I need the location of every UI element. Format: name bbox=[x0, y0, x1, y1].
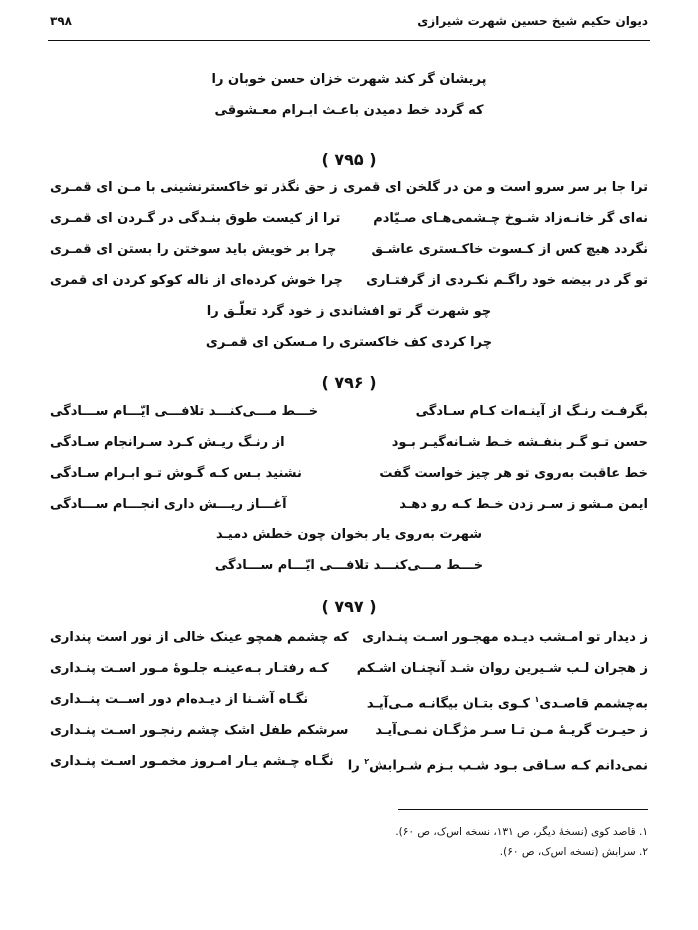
right-hemistich: ایمن مـشو ز سـر زدن خـط کـه رو دهـد bbox=[399, 497, 648, 512]
left-hemistich: که چشمم همچو عینک خالی از نور است پنداری bbox=[50, 630, 349, 645]
footnote-1: ۱. قاصد کوی (نسخهٔ دیگر، ص ۱۳۱، نسخه اس‌ک، ص ۶۰). bbox=[395, 826, 648, 838]
left-hemistich: چرا بر خویش باید سوختن را بستن ای قمـری bbox=[50, 242, 337, 257]
right-hemistich bbox=[348, 746, 648, 781]
left-hemistich: سرشکم طفل اشک چشم رنجـور اسـت پنـداری bbox=[50, 723, 349, 738]
right-hemistich: نگردد هیچ کس از کـسوت خاکـستری عاشـق bbox=[371, 242, 648, 257]
footnote-2: ۲. سرابش (نسخه اس‌ک، ص ۶۰). bbox=[499, 846, 648, 858]
hemistich-text: به‌چشمم قاصـدی bbox=[539, 696, 648, 712]
verse-line: پریشان گر کند شهرت خزان حسن خوبان را bbox=[211, 72, 487, 87]
left-hemistich: ترا از کیست طوق بنـدگی در گـردن ای قمـری bbox=[50, 211, 341, 226]
verse-line: چو شهرت گر تو افشاندی ز خود گرد تعلّـق را bbox=[206, 304, 492, 319]
right-hemistich: ترا جا بر سر سرو است و من در گلخن ای قمری bbox=[343, 180, 648, 195]
left-hemistich: آغـــاز ریـــش داری انجـــام ســـادگی bbox=[50, 497, 287, 512]
left-hemistich: چرا خوش کرده‌ای از ناله کوکو کردن ای قمری bbox=[50, 273, 343, 288]
verse-line: شهرت به‌روی یار بخوان چون خطش دمیـد bbox=[215, 527, 483, 542]
bayt bbox=[50, 427, 648, 458]
footnote-marker: ۲ bbox=[364, 757, 370, 766]
right-hemistich: ز هجران لـب شـیرین روان شـد آنچنـان اشـکم bbox=[356, 661, 648, 676]
left-hemistich: از رنـگ ریـش کـرد سـرانجام سـادگی bbox=[50, 435, 285, 450]
right-hemistich: خط عاقبت به‌روی تو هر چیز خواست گفت bbox=[379, 466, 648, 481]
right-hemistich: حسن تـو گـر بنفـشه خـط شـانه‌گیـر بـود bbox=[391, 435, 648, 450]
hemistich-text: نمی‌دانم کـه سـاقی بـود شـب بـزم شـرابش bbox=[369, 758, 648, 774]
footnote-rule bbox=[398, 809, 648, 810]
ghazal-796-closing bbox=[0, 519, 698, 581]
bayt bbox=[50, 653, 648, 684]
bayt bbox=[50, 622, 648, 653]
bayt bbox=[50, 489, 648, 520]
left-hemistich: نشنید بـس کـه گـوش تـو ابـرام سـادگی bbox=[50, 466, 302, 481]
right-hemistich: ز حیـرت گریـهٔ مـن تـا سـر مژگـان نمـی‌آیـد bbox=[375, 723, 648, 738]
bayt bbox=[50, 234, 648, 265]
ghazal-796-bayts bbox=[50, 396, 648, 520]
right-hemistich: نه‌ای گر خانـه‌زاد شـوخ چـشمی‌هـای صـیّادم bbox=[373, 211, 648, 226]
left-hemistich: نگـاه چـشم یـار امـروز مخمـور اسـت پنـداری bbox=[50, 754, 334, 769]
verse-line: خـــط مـــی‌کنـــد تلافـــی ایّـــام ســـادگی bbox=[214, 558, 484, 573]
bayt bbox=[50, 396, 648, 427]
right-hemistich: ز دیدار تو امـشب دیـده مهجـور اسـت پنـداری bbox=[362, 630, 648, 645]
bayt bbox=[50, 715, 648, 746]
bayt bbox=[50, 458, 648, 489]
bayt bbox=[50, 684, 648, 715]
ghazal-number-797: ( ۷۹۷ ) bbox=[321, 597, 377, 616]
hemistich-text: کـوی بتـان بیگانـه مـی‌آیـد bbox=[366, 696, 535, 712]
left-hemistich: ز حق نگذر تو خاکسترنشینی با مـن ای قمـری bbox=[50, 180, 338, 195]
bayt bbox=[50, 265, 648, 296]
left-hemistich: کـه رفتـار بـه‌عینـه جلـوهٔ مـور اسـت پنـداری bbox=[50, 661, 329, 676]
verse-line: چرا کردی کف خاکستری را مـسکن ای قمـری bbox=[205, 335, 493, 350]
ghazal-number-795: ( ۷۹۵ ) bbox=[321, 150, 377, 169]
hemistich-text: را bbox=[347, 758, 365, 774]
bayt bbox=[50, 746, 648, 777]
ghazal-795-closing bbox=[0, 296, 698, 358]
ghazal-797-bayts bbox=[50, 622, 648, 777]
left-hemistich: خـــط مـــی‌کنـــد تلافـــی ایّـــام ســـادگی bbox=[50, 404, 319, 419]
left-hemistich: نگـاه آشـنا از دیـده‌ام دور اســت پنــداری bbox=[50, 692, 309, 707]
header-rule bbox=[48, 40, 650, 41]
footnote-marker: ۱ bbox=[534, 695, 540, 704]
running-header bbox=[50, 14, 648, 36]
right-hemistich: تو گر در بیضه خود راگـم نکـردی از گرفتـاری bbox=[366, 273, 648, 288]
ghazal-number-796: ( ۷۹۶ ) bbox=[321, 373, 377, 392]
verse-line: که گردد خط دمیدن باعـث ابـرام معـشوقی bbox=[214, 103, 484, 118]
page-number: ۳۹۸ bbox=[50, 14, 72, 28]
right-hemistich: بگرفـت رنـگ از آینـه‌ات کـام سـادگی bbox=[415, 404, 648, 419]
book-title: دیوان حکیم شیخ حسین شهرت شیرازی bbox=[417, 14, 648, 28]
bayt bbox=[50, 172, 648, 203]
ghazal-795-bayts bbox=[50, 172, 648, 296]
bayt bbox=[50, 203, 648, 234]
footnotes bbox=[48, 822, 648, 862]
intro-couplet bbox=[0, 64, 698, 126]
